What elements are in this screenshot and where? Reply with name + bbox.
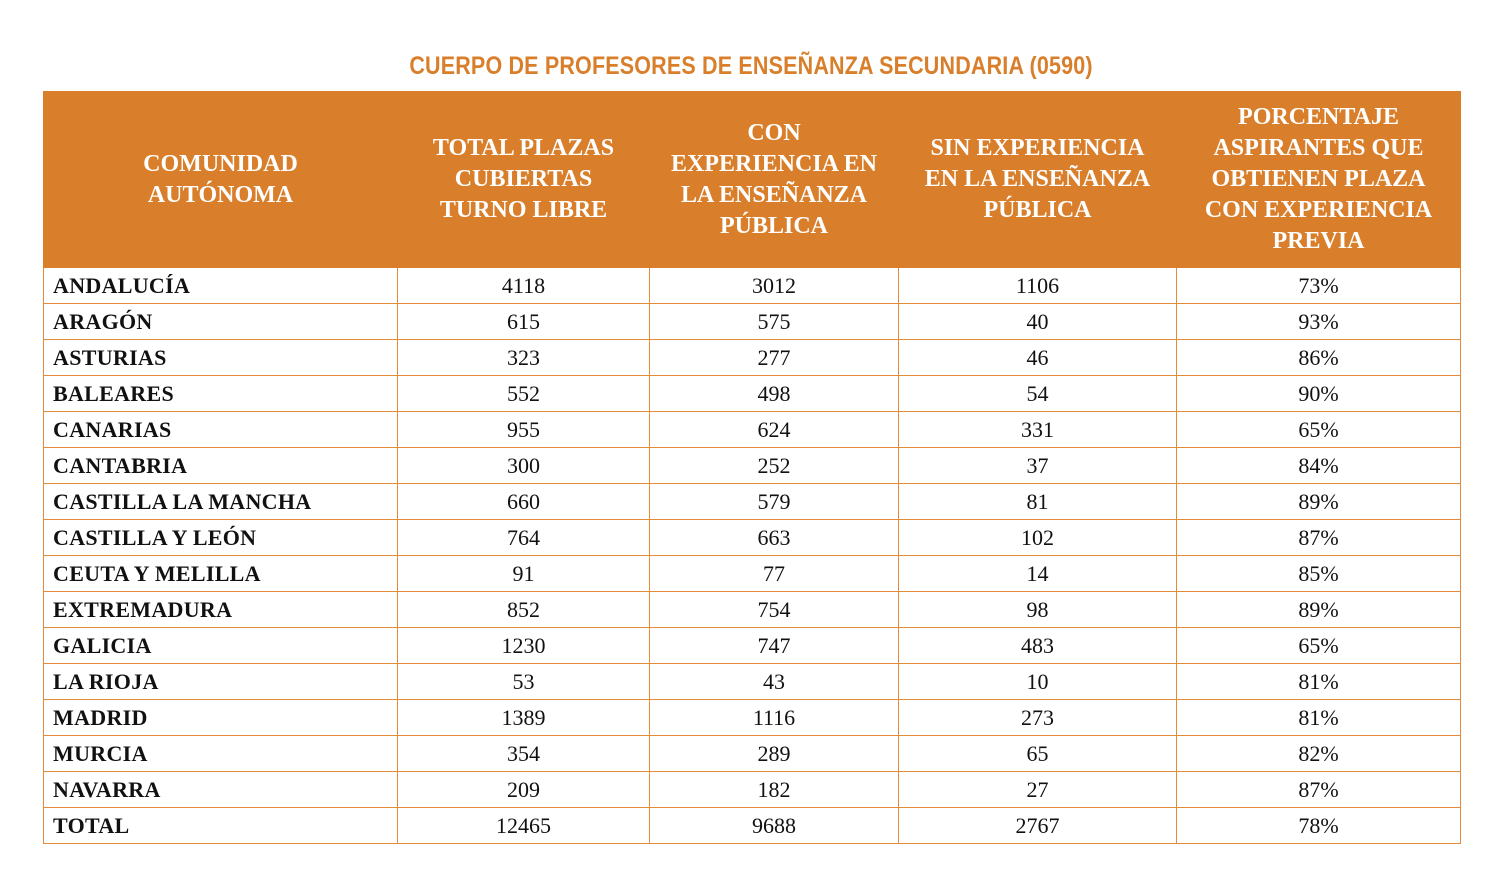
cell-total-plazas: 4118 [398, 268, 650, 304]
cell-porcentaje: 90% [1177, 376, 1461, 412]
table-title: CUERPO DE PROFESORES DE ENSEÑANZA SECUNDARIA (0590) [409, 52, 1093, 80]
cell-total-plazas: 852 [398, 592, 650, 628]
cell-con-experiencia: 624 [650, 412, 899, 448]
cell-porcentaje: 85% [1177, 556, 1461, 592]
total-row [44, 808, 1461, 844]
cell-total-plazas: 615 [398, 304, 650, 340]
cell-region-name: CEUTA Y MELILLA [44, 556, 398, 592]
cell-sin-experiencia: 102 [899, 520, 1177, 556]
cell-region-name: BALEARES [44, 376, 398, 412]
header-total-plazas: TOTAL PLAZAS CUBIERTAS TURNO LIBRE [398, 92, 650, 268]
cell-sin-experiencia: 331 [899, 412, 1177, 448]
cell-region-name: CANARIAS [44, 412, 398, 448]
cell-con-experiencia: 77 [650, 556, 899, 592]
cell-total-plazas: 552 [398, 376, 650, 412]
cell-total-plazas: 955 [398, 412, 650, 448]
cell-porcentaje: 87% [1177, 520, 1461, 556]
cell-region-name: CASTILLA Y LEÓN [44, 520, 398, 556]
cell-region-name: ASTURIAS [44, 340, 398, 376]
cell-sin-experiencia: 65 [899, 736, 1177, 772]
cell-sin-experiencia: 273 [899, 700, 1177, 736]
table-row [44, 772, 1461, 808]
cell-con-experiencia: 663 [650, 520, 899, 556]
cell-con-experiencia: 747 [650, 628, 899, 664]
cell-porcentaje: 93% [1177, 304, 1461, 340]
cell-region-name: CANTABRIA [44, 448, 398, 484]
cell-porcentaje: 81% [1177, 664, 1461, 700]
cell-con-experiencia: 182 [650, 772, 899, 808]
cell-sin-experiencia: 2767 [899, 808, 1177, 844]
table-row [44, 664, 1461, 700]
table-row [44, 556, 1461, 592]
cell-porcentaje: 78% [1177, 808, 1461, 844]
cell-total-plazas: 1389 [398, 700, 650, 736]
cell-sin-experiencia: 98 [899, 592, 1177, 628]
table-row [44, 484, 1461, 520]
cell-sin-experiencia: 54 [899, 376, 1177, 412]
cell-porcentaje: 82% [1177, 736, 1461, 772]
cell-sin-experiencia: 27 [899, 772, 1177, 808]
cell-porcentaje: 84% [1177, 448, 1461, 484]
table-row [44, 268, 1461, 304]
cell-region-name: MURCIA [44, 736, 398, 772]
cell-con-experiencia: 1116 [650, 700, 899, 736]
cell-porcentaje: 86% [1177, 340, 1461, 376]
cell-total-plazas: 300 [398, 448, 650, 484]
header-comunidad: COMUNIDAD AUTÓNOMA [44, 92, 398, 268]
cell-porcentaje: 65% [1177, 628, 1461, 664]
cell-sin-experiencia: 40 [899, 304, 1177, 340]
table-row [44, 700, 1461, 736]
table-row [44, 592, 1461, 628]
cell-porcentaje: 81% [1177, 700, 1461, 736]
header-row [44, 92, 1461, 268]
cell-total-plazas: 764 [398, 520, 650, 556]
cell-porcentaje: 65% [1177, 412, 1461, 448]
cell-total-plazas: 1230 [398, 628, 650, 664]
header-con-experiencia: CON EXPERIENCIA EN LA ENSEÑANZA PÚBLICA [650, 92, 899, 268]
table-header [44, 92, 1461, 268]
cell-region-name: MADRID [44, 700, 398, 736]
cell-con-experiencia: 754 [650, 592, 899, 628]
table-row [44, 520, 1461, 556]
cell-sin-experiencia: 14 [899, 556, 1177, 592]
cell-region-name: GALICIA [44, 628, 398, 664]
cell-region-name: TOTAL [44, 808, 398, 844]
cell-con-experiencia: 3012 [650, 268, 899, 304]
cell-sin-experiencia: 46 [899, 340, 1177, 376]
data-table [43, 91, 1461, 844]
cell-con-experiencia: 579 [650, 484, 899, 520]
cell-total-plazas: 323 [398, 340, 650, 376]
cell-region-name: LA RIOJA [44, 664, 398, 700]
cell-region-name: ANDALUCÍA [44, 268, 398, 304]
cell-con-experiencia: 498 [650, 376, 899, 412]
cell-total-plazas: 354 [398, 736, 650, 772]
cell-con-experiencia: 9688 [650, 808, 899, 844]
table-body [44, 268, 1461, 844]
cell-con-experiencia: 43 [650, 664, 899, 700]
table-row [44, 736, 1461, 772]
cell-sin-experiencia: 483 [899, 628, 1177, 664]
cell-porcentaje: 73% [1177, 268, 1461, 304]
cell-total-plazas: 12465 [398, 808, 650, 844]
cell-total-plazas: 91 [398, 556, 650, 592]
table-row [44, 628, 1461, 664]
cell-sin-experiencia: 1106 [899, 268, 1177, 304]
cell-total-plazas: 53 [398, 664, 650, 700]
cell-sin-experiencia: 10 [899, 664, 1177, 700]
cell-con-experiencia: 289 [650, 736, 899, 772]
table-row [44, 448, 1461, 484]
cell-region-name: NAVARRA [44, 772, 398, 808]
cell-con-experiencia: 575 [650, 304, 899, 340]
header-porcentaje: PORCENTAJE ASPIRANTES QUE OBTIENEN PLAZA CON EXPERIENCIA PREVIA [1177, 92, 1461, 268]
header-sin-experiencia: SIN EXPERIENCIA EN LA ENSEÑANZA PÚBLICA [899, 92, 1177, 268]
cell-porcentaje: 87% [1177, 772, 1461, 808]
table-row [44, 412, 1461, 448]
cell-region-name: CASTILLA LA MANCHA [44, 484, 398, 520]
cell-porcentaje: 89% [1177, 484, 1461, 520]
cell-con-experiencia: 252 [650, 448, 899, 484]
cell-con-experiencia: 277 [650, 340, 899, 376]
cell-porcentaje: 89% [1177, 592, 1461, 628]
table-row [44, 340, 1461, 376]
table-row [44, 376, 1461, 412]
cell-region-name: ARAGÓN [44, 304, 398, 340]
cell-total-plazas: 209 [398, 772, 650, 808]
cell-region-name: EXTREMADURA [44, 592, 398, 628]
cell-total-plazas: 660 [398, 484, 650, 520]
cell-sin-experiencia: 81 [899, 484, 1177, 520]
cell-sin-experiencia: 37 [899, 448, 1177, 484]
table-row [44, 304, 1461, 340]
